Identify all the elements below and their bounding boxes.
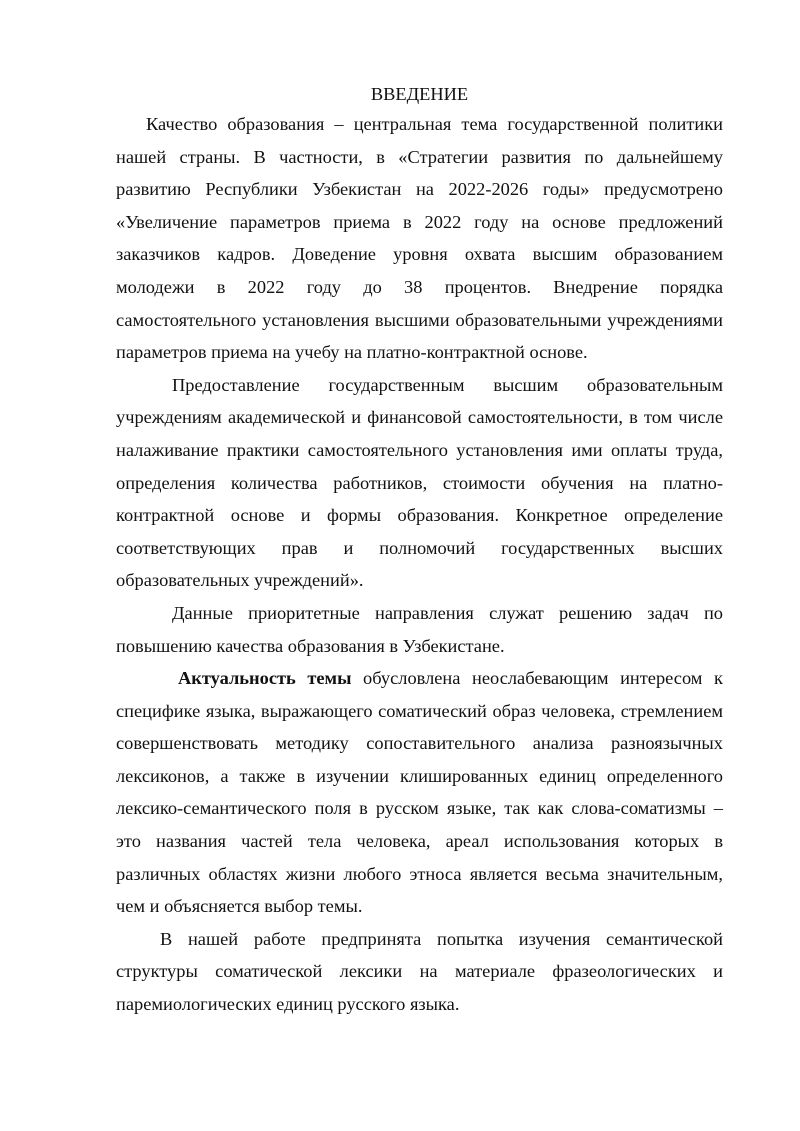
paragraph-4-text: обусловлена неослабевающим интересом к специфике языка, выражающего соматический образ человека, стремлением совершенствовать методику сопоставительного анализа разноязычных лексиконов, а также в изучении клишированных единиц определенного лексико-семантического поля в русском языке, так как слова-соматизмы – это названия частей тела человека, ареал использования которых в различных областях жизни любого этноса является весьма значительным, чем и объясняется выбор темы. bbox=[116, 668, 723, 917]
paragraph-1: Качество образования – центральная тема государственной политики нашей страны. В частности, в «Стратегии развития по дальнейшему развитию Республики Узбекистан на 2022-2026 годы» предусмотрено «Увеличение параметров приема в 2022 году на основе предложений заказчиков кадров. Доведение уровня охвата высшим образованием молодежи в 2022 году до 38 процентов. Внедрение порядка самостоятельного установления высшими образовательными учреждениями параметров приема на учебу на платно-контрактной основе. bbox=[116, 114, 723, 363]
paragraph-3: Данные приоритетные направления служат решению задач по повышению качества образования в Узбекистане. bbox=[116, 602, 723, 656]
paragraph-4 bbox=[116, 662, 723, 923]
paragraph-5: В нашей работе предпринята попытка изучения семантической структуры соматической лексики на материале фразеологических и паремиологических единиц русского языка. bbox=[116, 928, 723, 1015]
paragraph-2: Предоставление государственным высшим образовательным учреждениям академической и финансовой самостоятельности, в том числе налаживание практики самостоятельного установления ими оплаты труда, определения количества работников, стоимости обучения на платно-контрактной основе и формы образования. Конкретное определение соответствующих прав и полномочий государственных высших образовательных учреждений». bbox=[116, 374, 723, 591]
paragraph-4-bold-lead: Актуальность темы bbox=[178, 668, 352, 689]
document-body bbox=[116, 80, 723, 1021]
section-title: ВВЕДЕНИЕ bbox=[370, 84, 469, 104]
